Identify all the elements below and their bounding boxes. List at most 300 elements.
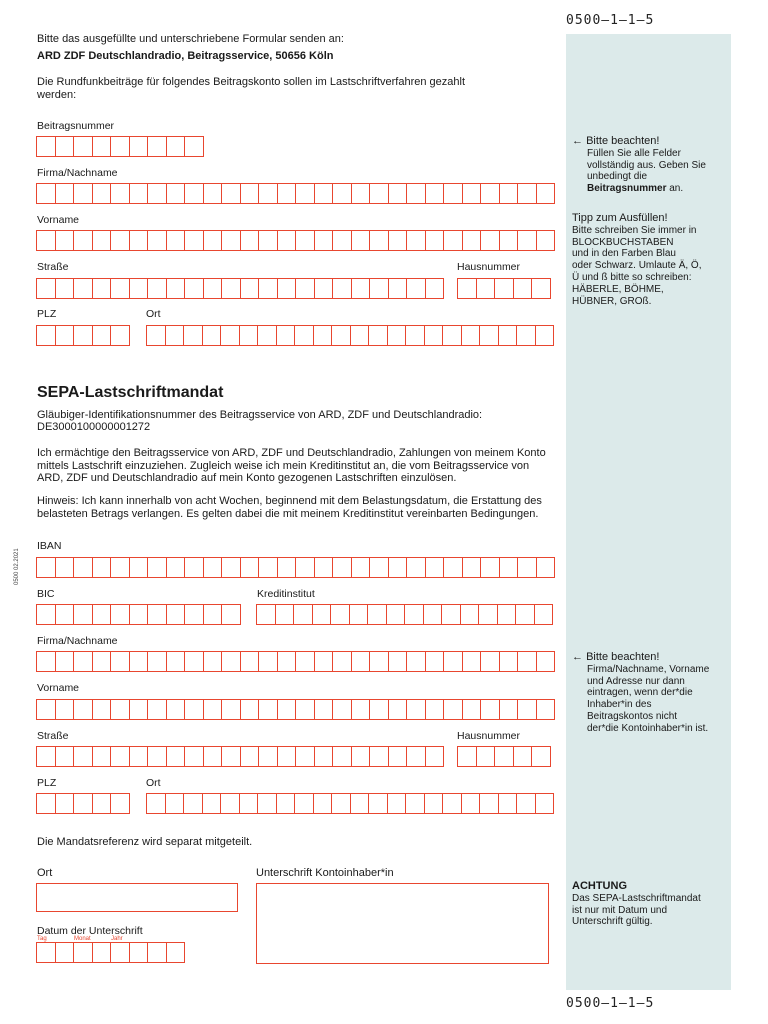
- char-box[interactable]: [349, 604, 369, 625]
- char-box[interactable]: [166, 136, 186, 157]
- char-box[interactable]: [479, 325, 499, 346]
- char-box[interactable]: [110, 136, 130, 157]
- char-box[interactable]: [73, 278, 93, 299]
- char-box[interactable]: [332, 699, 352, 720]
- char-box[interactable]: [462, 699, 482, 720]
- char-box[interactable]: [129, 651, 149, 672]
- char-box[interactable]: [202, 793, 222, 814]
- char-box[interactable]: [457, 278, 477, 299]
- char-box[interactable]: [351, 699, 371, 720]
- char-box[interactable]: [202, 325, 222, 346]
- char-box[interactable]: [92, 325, 112, 346]
- char-box[interactable]: [425, 278, 445, 299]
- char-box[interactable]: [498, 325, 518, 346]
- field-firma-konto[interactable]: [36, 651, 555, 672]
- char-box[interactable]: [368, 325, 388, 346]
- char-box[interactable]: [277, 557, 297, 578]
- char-box[interactable]: [73, 604, 93, 625]
- field-plz-konto[interactable]: [36, 793, 130, 814]
- char-box[interactable]: [92, 942, 112, 963]
- char-box[interactable]: [351, 183, 371, 204]
- char-box[interactable]: [92, 278, 112, 299]
- char-box[interactable]: [406, 746, 426, 767]
- char-box[interactable]: [295, 278, 315, 299]
- char-box[interactable]: [73, 183, 93, 204]
- char-box[interactable]: [406, 699, 426, 720]
- char-box[interactable]: [332, 278, 352, 299]
- char-box[interactable]: [517, 557, 537, 578]
- char-box[interactable]: [221, 699, 241, 720]
- char-box[interactable]: [351, 651, 371, 672]
- char-box[interactable]: [129, 746, 149, 767]
- char-box[interactable]: [258, 699, 278, 720]
- char-box[interactable]: [36, 278, 56, 299]
- char-box[interactable]: [386, 604, 406, 625]
- char-box[interactable]: [443, 230, 463, 251]
- char-box[interactable]: [221, 746, 241, 767]
- char-box[interactable]: [55, 942, 75, 963]
- char-box[interactable]: [314, 183, 334, 204]
- char-box[interactable]: [313, 325, 333, 346]
- char-box[interactable]: [129, 557, 149, 578]
- char-box[interactable]: [240, 278, 260, 299]
- char-box[interactable]: [476, 746, 496, 767]
- char-box[interactable]: [203, 604, 223, 625]
- char-box[interactable]: [55, 699, 75, 720]
- char-box[interactable]: [331, 325, 351, 346]
- char-box[interactable]: [73, 230, 93, 251]
- char-box[interactable]: [184, 230, 204, 251]
- char-box[interactable]: [147, 136, 167, 157]
- char-box[interactable]: [332, 651, 352, 672]
- char-box[interactable]: [36, 136, 56, 157]
- char-box[interactable]: [478, 604, 498, 625]
- char-box[interactable]: [184, 746, 204, 767]
- char-box[interactable]: [517, 183, 537, 204]
- char-box[interactable]: [332, 230, 352, 251]
- char-box[interactable]: [55, 183, 75, 204]
- char-box[interactable]: [388, 278, 408, 299]
- char-box[interactable]: [494, 746, 514, 767]
- char-box[interactable]: [184, 651, 204, 672]
- char-box[interactable]: [73, 746, 93, 767]
- char-box[interactable]: [220, 325, 240, 346]
- char-box[interactable]: [258, 278, 278, 299]
- char-box[interactable]: [129, 183, 149, 204]
- char-box[interactable]: [183, 325, 203, 346]
- char-box[interactable]: [184, 136, 204, 157]
- char-box[interactable]: [55, 136, 75, 157]
- field-unterschrift[interactable]: [256, 883, 549, 964]
- char-box[interactable]: [36, 699, 56, 720]
- char-box[interactable]: [534, 604, 554, 625]
- char-box[interactable]: [535, 325, 555, 346]
- char-box[interactable]: [110, 278, 130, 299]
- char-box[interactable]: [203, 651, 223, 672]
- char-box[interactable]: [480, 651, 500, 672]
- char-box[interactable]: [480, 230, 500, 251]
- char-box[interactable]: [531, 746, 551, 767]
- char-box[interactable]: [443, 183, 463, 204]
- char-box[interactable]: [443, 557, 463, 578]
- char-box[interactable]: [406, 183, 426, 204]
- char-box[interactable]: [184, 278, 204, 299]
- char-box[interactable]: [110, 651, 130, 672]
- field-ort[interactable]: [146, 325, 554, 346]
- char-box[interactable]: [240, 651, 260, 672]
- char-box[interactable]: [36, 942, 56, 963]
- char-box[interactable]: [129, 278, 149, 299]
- char-box[interactable]: [516, 325, 536, 346]
- char-box[interactable]: [166, 604, 186, 625]
- char-box[interactable]: [92, 651, 112, 672]
- char-box[interactable]: [184, 604, 204, 625]
- char-box[interactable]: [129, 699, 149, 720]
- char-box[interactable]: [92, 557, 112, 578]
- char-box[interactable]: [166, 557, 186, 578]
- char-box[interactable]: [425, 651, 445, 672]
- char-box[interactable]: [351, 230, 371, 251]
- char-box[interactable]: [351, 746, 371, 767]
- field-sign-ort[interactable]: [36, 883, 238, 912]
- char-box[interactable]: [166, 942, 186, 963]
- char-box[interactable]: [221, 278, 241, 299]
- char-box[interactable]: [425, 699, 445, 720]
- char-box[interactable]: [92, 604, 112, 625]
- char-box[interactable]: [110, 699, 130, 720]
- char-box[interactable]: [92, 793, 112, 814]
- char-box[interactable]: [531, 278, 551, 299]
- char-box[interactable]: [295, 651, 315, 672]
- char-box[interactable]: [184, 557, 204, 578]
- char-box[interactable]: [295, 230, 315, 251]
- char-box[interactable]: [535, 793, 555, 814]
- char-box[interactable]: [388, 557, 408, 578]
- char-box[interactable]: [146, 325, 166, 346]
- char-box[interactable]: [480, 699, 500, 720]
- field-vorname[interactable]: [36, 230, 555, 251]
- char-box[interactable]: [479, 793, 499, 814]
- char-box[interactable]: [73, 325, 93, 346]
- char-box[interactable]: [92, 230, 112, 251]
- char-box[interactable]: [55, 230, 75, 251]
- field-strasse-konto[interactable]: [36, 746, 444, 767]
- char-box[interactable]: [110, 183, 130, 204]
- char-box[interactable]: [314, 651, 334, 672]
- char-box[interactable]: [203, 230, 223, 251]
- char-box[interactable]: [404, 604, 424, 625]
- char-box[interactable]: [406, 651, 426, 672]
- char-box[interactable]: [480, 557, 500, 578]
- char-box[interactable]: [405, 793, 425, 814]
- char-box[interactable]: [73, 942, 93, 963]
- char-box[interactable]: [55, 793, 75, 814]
- char-box[interactable]: [147, 651, 167, 672]
- char-box[interactable]: [294, 325, 314, 346]
- char-box[interactable]: [457, 746, 477, 767]
- char-box[interactable]: [92, 136, 112, 157]
- char-box[interactable]: [425, 746, 445, 767]
- field-datum[interactable]: [36, 942, 185, 963]
- char-box[interactable]: [129, 942, 149, 963]
- char-box[interactable]: [295, 557, 315, 578]
- char-box[interactable]: [499, 699, 519, 720]
- char-box[interactable]: [294, 793, 314, 814]
- char-box[interactable]: [277, 746, 297, 767]
- char-box[interactable]: [221, 230, 241, 251]
- char-box[interactable]: [36, 651, 56, 672]
- char-box[interactable]: [258, 230, 278, 251]
- char-box[interactable]: [221, 557, 241, 578]
- char-box[interactable]: [369, 699, 389, 720]
- char-box[interactable]: [166, 699, 186, 720]
- char-box[interactable]: [110, 942, 130, 963]
- char-box[interactable]: [314, 746, 334, 767]
- char-box[interactable]: [36, 746, 56, 767]
- char-box[interactable]: [480, 183, 500, 204]
- char-box[interactable]: [147, 557, 167, 578]
- char-box[interactable]: [405, 325, 425, 346]
- char-box[interactable]: [146, 793, 166, 814]
- char-box[interactable]: [369, 746, 389, 767]
- char-box[interactable]: [423, 604, 443, 625]
- field-bic[interactable]: [36, 604, 241, 625]
- char-box[interactable]: [536, 183, 556, 204]
- char-box[interactable]: [55, 746, 75, 767]
- char-box[interactable]: [55, 278, 75, 299]
- char-box[interactable]: [513, 746, 533, 767]
- field-plz[interactable]: [36, 325, 130, 346]
- char-box[interactable]: [425, 183, 445, 204]
- char-box[interactable]: [462, 651, 482, 672]
- char-box[interactable]: [36, 325, 56, 346]
- char-box[interactable]: [387, 793, 407, 814]
- char-box[interactable]: [461, 793, 481, 814]
- char-box[interactable]: [110, 325, 130, 346]
- char-box[interactable]: [257, 325, 277, 346]
- char-box[interactable]: [388, 746, 408, 767]
- char-box[interactable]: [442, 325, 462, 346]
- char-box[interactable]: [388, 230, 408, 251]
- char-box[interactable]: [517, 651, 537, 672]
- char-box[interactable]: [92, 183, 112, 204]
- char-box[interactable]: [147, 699, 167, 720]
- char-box[interactable]: [240, 230, 260, 251]
- char-box[interactable]: [36, 230, 56, 251]
- char-box[interactable]: [277, 699, 297, 720]
- char-box[interactable]: [441, 604, 461, 625]
- char-box[interactable]: [203, 746, 223, 767]
- char-box[interactable]: [476, 278, 496, 299]
- char-box[interactable]: [257, 793, 277, 814]
- char-box[interactable]: [425, 230, 445, 251]
- field-kreditinstitut[interactable]: [256, 604, 553, 625]
- char-box[interactable]: [498, 793, 518, 814]
- char-box[interactable]: [517, 230, 537, 251]
- char-box[interactable]: [240, 699, 260, 720]
- char-box[interactable]: [240, 557, 260, 578]
- char-box[interactable]: [295, 183, 315, 204]
- char-box[interactable]: [55, 557, 75, 578]
- char-box[interactable]: [73, 793, 93, 814]
- field-vorname-konto[interactable]: [36, 699, 555, 720]
- char-box[interactable]: [36, 183, 56, 204]
- char-box[interactable]: [462, 230, 482, 251]
- char-box[interactable]: [110, 746, 130, 767]
- char-box[interactable]: [36, 604, 56, 625]
- char-box[interactable]: [92, 746, 112, 767]
- field-iban[interactable]: [36, 557, 555, 578]
- char-box[interactable]: [536, 699, 556, 720]
- char-box[interactable]: [497, 604, 517, 625]
- char-box[interactable]: [165, 325, 185, 346]
- char-box[interactable]: [369, 183, 389, 204]
- char-box[interactable]: [36, 793, 56, 814]
- char-box[interactable]: [275, 604, 295, 625]
- char-box[interactable]: [536, 651, 556, 672]
- char-box[interactable]: [147, 278, 167, 299]
- char-box[interactable]: [258, 746, 278, 767]
- char-box[interactable]: [203, 699, 223, 720]
- char-box[interactable]: [314, 278, 334, 299]
- char-box[interactable]: [73, 136, 93, 157]
- char-box[interactable]: [147, 942, 167, 963]
- char-box[interactable]: [73, 651, 93, 672]
- field-ort-konto[interactable]: [146, 793, 554, 814]
- char-box[interactable]: [239, 325, 259, 346]
- char-box[interactable]: [221, 183, 241, 204]
- field-strasse[interactable]: [36, 278, 444, 299]
- char-box[interactable]: [536, 230, 556, 251]
- char-box[interactable]: [330, 604, 350, 625]
- char-box[interactable]: [276, 325, 296, 346]
- char-box[interactable]: [166, 746, 186, 767]
- char-box[interactable]: [314, 557, 334, 578]
- char-box[interactable]: [313, 793, 333, 814]
- char-box[interactable]: [166, 651, 186, 672]
- char-box[interactable]: [312, 604, 332, 625]
- char-box[interactable]: [129, 230, 149, 251]
- char-box[interactable]: [513, 278, 533, 299]
- char-box[interactable]: [369, 557, 389, 578]
- char-box[interactable]: [147, 183, 167, 204]
- char-box[interactable]: [36, 557, 56, 578]
- char-box[interactable]: [369, 230, 389, 251]
- char-box[interactable]: [516, 793, 536, 814]
- char-box[interactable]: [258, 183, 278, 204]
- char-box[interactable]: [368, 793, 388, 814]
- char-box[interactable]: [425, 557, 445, 578]
- char-box[interactable]: [499, 651, 519, 672]
- char-box[interactable]: [147, 230, 167, 251]
- char-box[interactable]: [424, 325, 444, 346]
- field-hausnummer-konto[interactable]: [457, 746, 551, 767]
- char-box[interactable]: [293, 604, 313, 625]
- char-box[interactable]: [203, 557, 223, 578]
- char-box[interactable]: [55, 325, 75, 346]
- char-box[interactable]: [55, 651, 75, 672]
- char-box[interactable]: [331, 793, 351, 814]
- char-box[interactable]: [462, 183, 482, 204]
- char-box[interactable]: [184, 699, 204, 720]
- char-box[interactable]: [388, 183, 408, 204]
- char-box[interactable]: [424, 793, 444, 814]
- char-box[interactable]: [276, 793, 296, 814]
- char-box[interactable]: [184, 183, 204, 204]
- char-box[interactable]: [277, 183, 297, 204]
- char-box[interactable]: [442, 793, 462, 814]
- char-box[interactable]: [203, 183, 223, 204]
- char-box[interactable]: [129, 604, 149, 625]
- char-box[interactable]: [499, 183, 519, 204]
- char-box[interactable]: [350, 793, 370, 814]
- char-box[interactable]: [369, 651, 389, 672]
- char-box[interactable]: [369, 278, 389, 299]
- char-box[interactable]: [203, 278, 223, 299]
- char-box[interactable]: [166, 183, 186, 204]
- char-box[interactable]: [183, 793, 203, 814]
- char-box[interactable]: [256, 604, 276, 625]
- char-box[interactable]: [462, 557, 482, 578]
- char-box[interactable]: [295, 746, 315, 767]
- char-box[interactable]: [295, 699, 315, 720]
- char-box[interactable]: [258, 651, 278, 672]
- char-box[interactable]: [147, 604, 167, 625]
- char-box[interactable]: [406, 278, 426, 299]
- char-box[interactable]: [499, 230, 519, 251]
- char-box[interactable]: [332, 183, 352, 204]
- char-box[interactable]: [110, 557, 130, 578]
- char-box[interactable]: [443, 651, 463, 672]
- char-box[interactable]: [221, 651, 241, 672]
- char-box[interactable]: [499, 557, 519, 578]
- char-box[interactable]: [494, 278, 514, 299]
- char-box[interactable]: [73, 699, 93, 720]
- char-box[interactable]: [443, 699, 463, 720]
- char-box[interactable]: [332, 746, 352, 767]
- char-box[interactable]: [166, 278, 186, 299]
- char-box[interactable]: [240, 746, 260, 767]
- char-box[interactable]: [277, 651, 297, 672]
- char-box[interactable]: [536, 557, 556, 578]
- field-beitragsnummer[interactable]: [36, 136, 204, 157]
- char-box[interactable]: [220, 793, 240, 814]
- char-box[interactable]: [517, 699, 537, 720]
- char-box[interactable]: [388, 699, 408, 720]
- char-box[interactable]: [129, 136, 149, 157]
- char-box[interactable]: [351, 278, 371, 299]
- char-box[interactable]: [367, 604, 387, 625]
- char-box[interactable]: [110, 230, 130, 251]
- char-box[interactable]: [258, 557, 278, 578]
- char-box[interactable]: [406, 230, 426, 251]
- char-box[interactable]: [350, 325, 370, 346]
- char-box[interactable]: [110, 604, 130, 625]
- char-box[interactable]: [166, 230, 186, 251]
- char-box[interactable]: [314, 699, 334, 720]
- char-box[interactable]: [110, 793, 130, 814]
- char-box[interactable]: [460, 604, 480, 625]
- char-box[interactable]: [515, 604, 535, 625]
- char-box[interactable]: [461, 325, 481, 346]
- char-box[interactable]: [147, 746, 167, 767]
- char-box[interactable]: [239, 793, 259, 814]
- char-box[interactable]: [277, 278, 297, 299]
- char-box[interactable]: [388, 651, 408, 672]
- char-box[interactable]: [314, 230, 334, 251]
- char-box[interactable]: [332, 557, 352, 578]
- field-firma[interactable]: [36, 183, 555, 204]
